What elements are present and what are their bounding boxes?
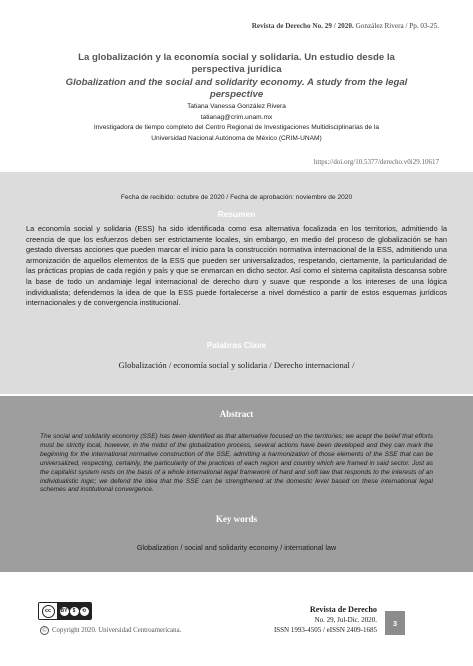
abstract-text: The social and solidarity economy (SSE) has been identified as that alternative focused on the territories; we acept the belief that efforts must be strictly local, however, in the midst of the globalization process, several actions have been developed and they can mark the beginning for the international normative construction of the SSE, admitting a harmonization of those elements of the SSE that can be universalized, respecting, certainly, the particularity of the practices of each region and country which are framed in said sector. Just as the capitalist system rests on the basis of a whole international legal framework of hard and soft law that responds to the interests of an individualistic logic; we defend the idea that the SSE can be strengthened at the domestic level based on these international legal schemes and institutional convergence. bbox=[40, 433, 433, 494]
title-english-line-2: perspective bbox=[209, 89, 264, 100]
title-block bbox=[60, 52, 413, 101]
resumen-heading: Resumen bbox=[217, 209, 256, 219]
title-spanish-line-2: perspectiva jurídica bbox=[191, 64, 282, 75]
title-spanish bbox=[60, 52, 413, 76]
author-affiliation-line-1: Investigadora de tiempo completo del Centro Regional de Investigaciones Multidisciplinarias de la bbox=[93, 124, 380, 131]
cc-logo-area bbox=[39, 603, 57, 619]
copyright-text: Copyright 2020. Universidad Centroamericana. bbox=[52, 627, 182, 634]
author-affiliation-line-2: Universidad Nacional Autónoma de México (CRIM-UNAM) bbox=[151, 134, 322, 142]
header-authors-pages: González Rivera / Pp. 03-25. bbox=[355, 22, 439, 30]
journal-info bbox=[274, 605, 377, 635]
header-journal: Revista de Derecho No. 29 / 2020. bbox=[251, 22, 354, 30]
journal-issue: No. 29, Jul-Dic. 2020. bbox=[314, 616, 377, 624]
key-words-text: Globalization / social and solidarity economy / international law bbox=[136, 543, 337, 552]
doi-link[interactable]: https://doi.org/10.5377/derecho.v0i29.10617 bbox=[313, 158, 439, 166]
resumen-text: La economía social y solidaria (ESS) ha sido identificada como esa alternativa focalizada en los territorios, admitiendo la creencia de que los esfuerzos deben ser estrictamente locales, sin embargo, en medio del proceso de globalización se han gestado diversas acciones que pueden marcar el inicio para la construcción normativa internacional de la ESS, admitiendo una armonización de aquellos elementos de la ESS que pueden ser universalizados, respetando, ciertamente, la particularidad de las prácticas propias de cada región y país y que se enmarcan en dicho sector. Así como el sistema capitalista descansa sobre la base de todo un andamiaje legal internacional de derecho duro y suave que responde a los intereses de una lógica individualista; defendemos la idea de que la ESS puede fortalecerse a nivel doméstico a partir de estos esquemas jurídicos internacionales y de convergencia institucional. bbox=[26, 224, 447, 308]
title-english bbox=[60, 77, 413, 101]
cc-by-icon: BY bbox=[60, 608, 68, 614]
journal-title: Revista de Derecho bbox=[309, 605, 377, 614]
copyright-line bbox=[40, 626, 181, 635]
key-words-heading: Key words bbox=[215, 514, 258, 524]
title-spanish-line-1: La globalización y la economía social y solidaria. Un estudio desde la bbox=[78, 52, 395, 63]
journal-issn: ISSN 1993-4505 / eISSN 2409-1685 bbox=[273, 626, 377, 634]
page-number: 3 bbox=[385, 611, 405, 635]
running-header bbox=[252, 22, 439, 30]
dates-line: Fecha de recibido: octubre de 2020 / Fecha de aprobación: noviembre de 2020 bbox=[120, 194, 353, 201]
palabras-clave-text: Globalización / economía social y solidaria / Derecho internacional / bbox=[118, 360, 355, 370]
cc-nc-icon: $ bbox=[70, 607, 79, 616]
copyright-icon: © bbox=[40, 626, 49, 635]
author-block bbox=[60, 102, 413, 144]
author-name: Tatiana Vanessa González Rivera bbox=[187, 103, 286, 110]
title-english-line-1: Globalization and the social and solidarity economy. A study from the legal bbox=[65, 77, 408, 88]
abstract-heading: Abstract bbox=[219, 409, 254, 419]
palabras-clave-heading: Palabras Clave bbox=[206, 340, 267, 350]
cc-icon: cc bbox=[42, 605, 55, 618]
cc-sa-icon: ⟲ bbox=[80, 607, 89, 616]
cc-license-badge[interactable] bbox=[38, 602, 92, 620]
cc-terms-area bbox=[57, 603, 91, 619]
author-email[interactable]: tatianag@crim.unam.mx bbox=[200, 113, 273, 121]
